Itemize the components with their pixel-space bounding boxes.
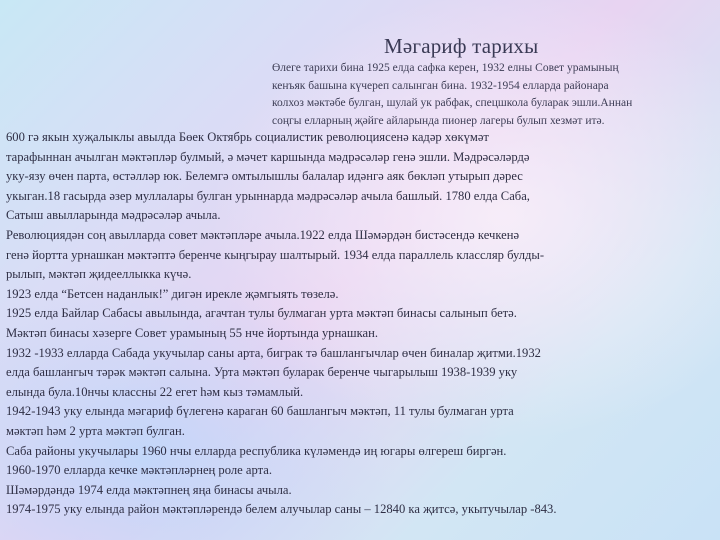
- intro-paragraph: [272, 60, 702, 130]
- body-line: Революциядән соң авылларда совет мәктәпләре ачыла.1922 елда Шәмәрдән бистәсендә кечкенә: [6, 227, 520, 242]
- slide-title: Мәгариф тарихы: [384, 34, 539, 58]
- body-line: Саба районы укучылары 1960 нчы елларда республика күләмендә иң югары өлгереш биргән.: [6, 443, 507, 458]
- body-line: 600 гә якын хуҗалыклы авылда Бөек Октябрь социалистик революциясенә кадәр хөкүмәт: [6, 130, 489, 144]
- body-line: рылып, мәктәп җидееллыкка күчә.: [6, 267, 192, 282]
- body-line: 1925 елда Байлар Сабасы авылында, агачтан тулы булмаган урта мәктәп бинасы салынып бетә.: [6, 306, 517, 321]
- body-line: генә йортта урнашкан мәктәптә беренче кыңгырау шалтырый. 1934 елда параллель классляр булды-: [6, 247, 545, 262]
- body-line: мәктәп һәм 2 урта мәктәп булган.: [6, 423, 185, 438]
- body-line: елда башлангыч тәрәк мәктәп салына. Урта мәктәп буларак беренче чыгарылыш 1938-1939 уку: [6, 365, 518, 380]
- body-line: Сатыш авылларында мәдрәсәләр ачыла.: [6, 208, 221, 223]
- body-text: [6, 128, 716, 520]
- body-line: 1942-1943 уку елында мәгариф бүлегенә караган 60 башлангыч мәктәп, 11 тулы булмаган урта: [6, 404, 514, 419]
- body-line: Мәктәп бинасы хәзерге Совет урамының 55 нче йортында урнашкан.: [6, 325, 378, 340]
- body-line: уку-язу өчен парта, өстәлләр юк. Белемгә омтылышлы балалар идәнгә аяк бөкләп утырып дәрес: [6, 169, 523, 184]
- intro-line: соңгы елларның җәйге айларында пионер лагеры булып хезмәт итә.: [272, 114, 605, 127]
- intro-line: кенъяк башына күчереп салынган бина. 1932-1954 елларда районара: [272, 79, 609, 92]
- body-line: 1923 елда “Бетсен наданлык!” дигән ирекле җәмгыять төзелә.: [6, 286, 339, 301]
- intro-line: Өлеге тарихи бина 1925 елда сафка керен, 1932 елны Совет урамының: [272, 62, 619, 74]
- body-line: елында була.10нчы классны 22 егет һәм кыз тәмамлый.: [6, 384, 304, 399]
- body-line: Шәмәрдәндә 1974 елда мәктәпнең яңа бинасы ачыла.: [6, 482, 292, 497]
- intro-line: колхоз мәктәбе булган, шулай ук рабфак, спецшкола буларак эшли.Аннан: [272, 97, 633, 110]
- body-line: тарафыннан ачылган мәктәпләр булмый, ә мәчет каршында мәдрәсәләр генә эшли. Мәдрәсәләрдә: [6, 149, 530, 164]
- body-line: 1960-1970 елларда кечке мәктәпләрнең роле арта.: [6, 463, 272, 478]
- body-line: укыган.18 гасырда әзер муллалары булган урыннарда мәдрәсәләр ачыла башлый. 1780 елда Саба,: [6, 188, 530, 203]
- body-line: 1974-1975 уку елында район мәктәпләрендә белем алучылар саны – 12840 ка җитсә, укытучылар -843.: [6, 502, 557, 517]
- body-line: 1932 -1933 елларда Сабада укучылар саны арта, биграк тә башлангычлар өчен биналар җитми.1932: [6, 345, 541, 360]
